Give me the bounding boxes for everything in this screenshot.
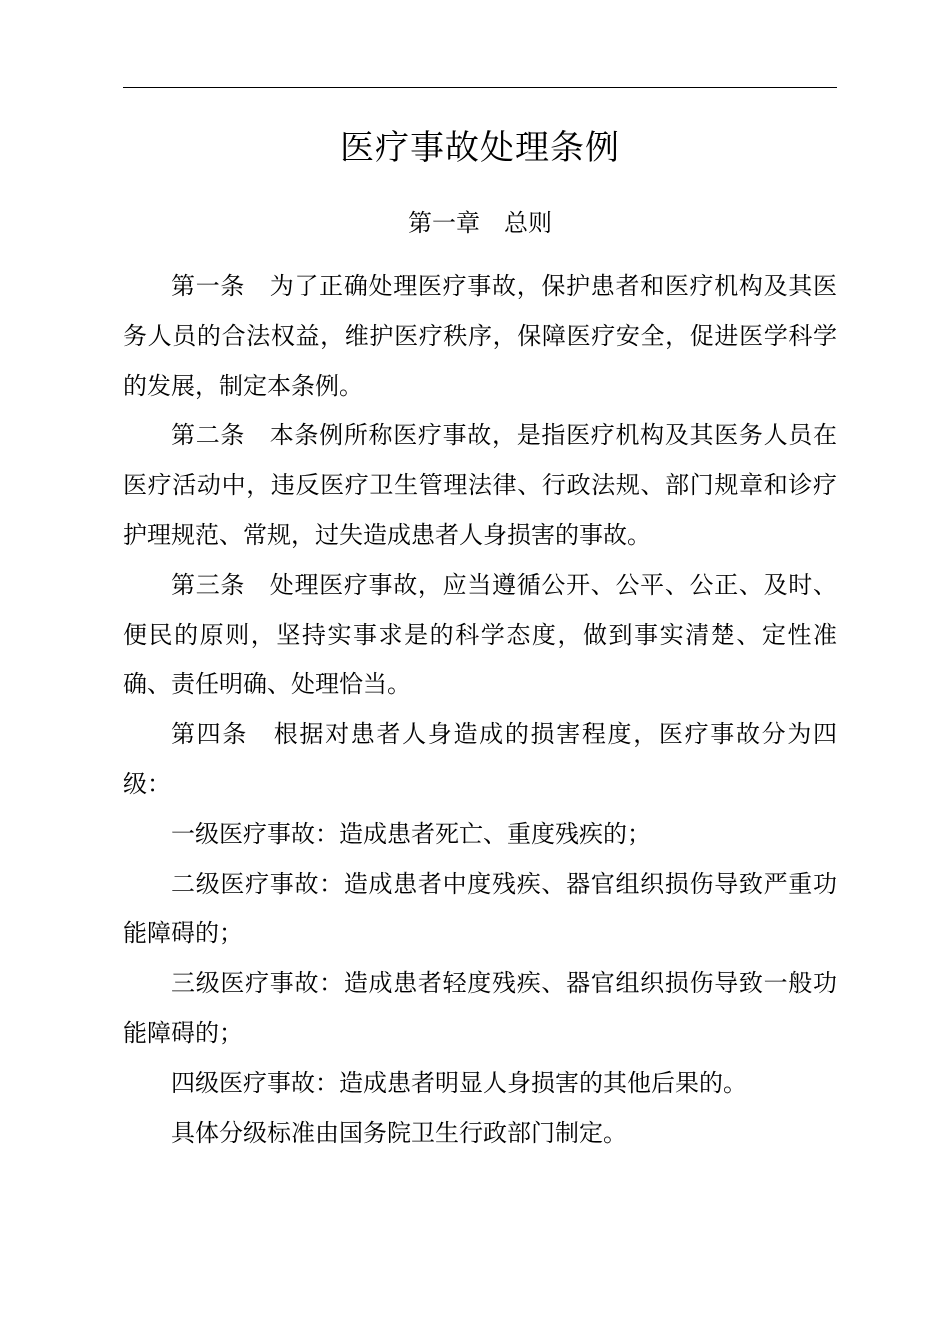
grade-1-definition: 一级医疗事故：造成患者死亡、重度残疾的； [171,819,651,848]
header-rule [123,87,837,88]
chapter-heading: 第一章 总则 [408,209,552,237]
article-2: 第二条 本条例所称医疗事故，是指医疗机构及其医务人员在医疗活动中，违反医疗卫生管理法律、行政法规、部门规章和诊疗护理规范、常规，过失造成患者人身损害的事故。 [123,421,837,549]
document-title: 医疗事故处理条例 [340,128,620,168]
article-4: 第四条 根据对患者人身造成的损害程度，医疗事故分为四级： [123,720,837,798]
grade-4-definition: 四级医疗事故：造成患者明显人身损害的其他后果的。 [171,1068,747,1097]
article-3: 第三条 处理医疗事故，应当遵循公开、公平、公正、及时、便民的原则，坚持实事求是的科学态度，做到事实清楚、定性准确、责任明确、处理恰当。 [123,570,837,699]
document-body [123,262,837,1158]
grading-standard-note: 具体分级标准由国务院卫生行政部门制定。 [171,1118,627,1147]
article-1: 第一条 为了正确处理医疗事故，保护患者和医疗机构及其医务人员的合法权益，维护医疗秩序，保障医疗安全，促进医学科学的发展，制定本条例。 [123,272,837,400]
grade-2-definition: 二级医疗事故：造成患者中度残疾、器官组织损伤导致严重功能障碍的； [123,869,837,948]
grade-3-definition: 三级医疗事故：造成患者轻度残疾、器官组织损伤导致一般功能障碍的； [123,969,837,1047]
